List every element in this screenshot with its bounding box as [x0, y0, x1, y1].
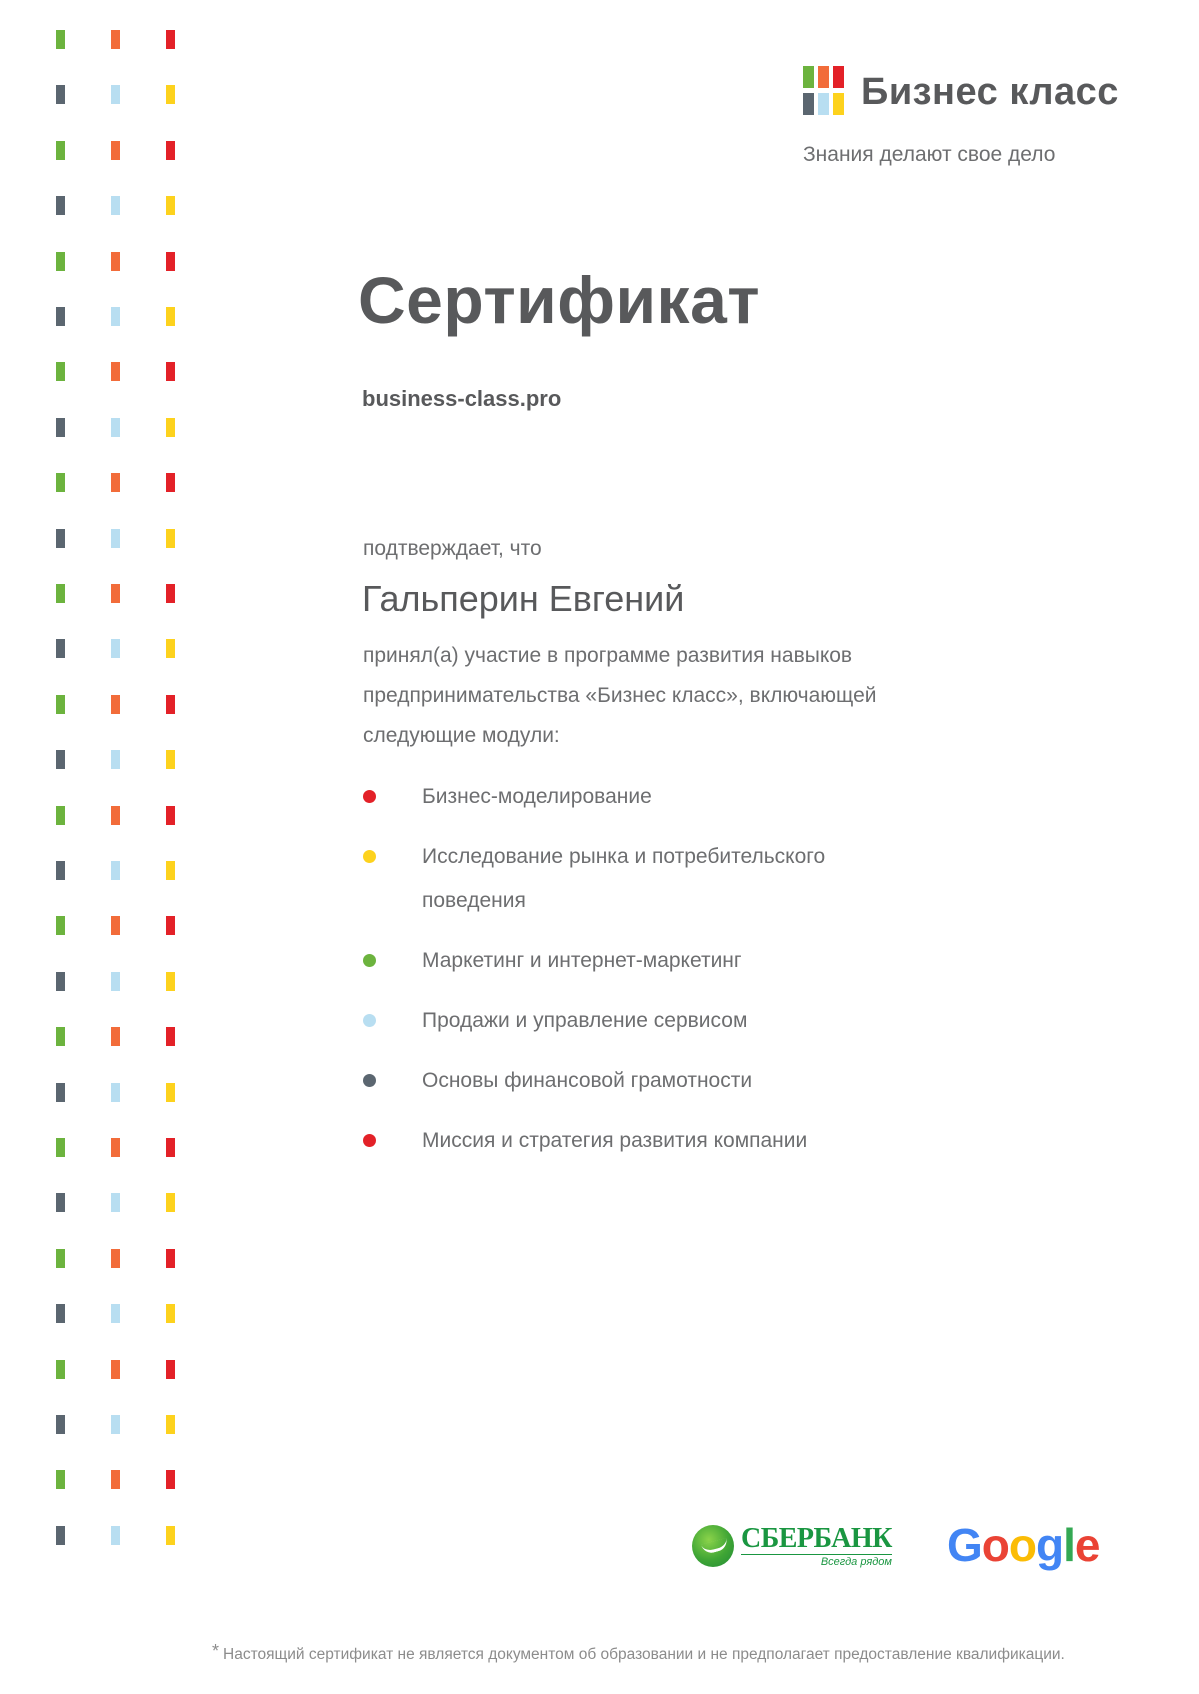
decorative-bar: [166, 639, 175, 658]
decorative-bar: [56, 418, 65, 437]
brand-grid-cell: [818, 66, 829, 88]
decorative-bar: [56, 639, 65, 658]
module-label: Исследование рынка и потребительского поведения: [422, 845, 826, 912]
sberbank-name: СБЕРБАНК: [741, 1523, 892, 1554]
decorative-bar: [111, 1304, 120, 1323]
decorative-bar: [111, 362, 120, 381]
google-letter: G: [947, 1519, 982, 1571]
recipient-name: Гальперин Евгений: [362, 578, 685, 619]
decorative-bar: [166, 916, 175, 935]
decorative-bar: [111, 584, 120, 603]
decorative-bar: [166, 1249, 175, 1268]
description-line: предпринимательства «Бизнес класс», включающей: [363, 684, 877, 707]
module-label: Маркетинг и интернет-маркетинг: [422, 949, 742, 972]
decorative-bar: [111, 1249, 120, 1268]
decorative-bar: [111, 1360, 120, 1379]
decorative-bar: [166, 1470, 175, 1489]
decorative-bar: [111, 806, 120, 825]
decorative-bar: [56, 1360, 65, 1379]
bullet-dot-icon: [363, 954, 376, 967]
google-letter: o: [1008, 1519, 1036, 1571]
decorative-bar: [111, 1193, 120, 1212]
brand-logo: [803, 66, 1119, 118]
decorative-bar: [111, 30, 120, 49]
decorative-bar: [111, 1526, 120, 1545]
decorative-bar: [111, 916, 120, 935]
module-label: Миссия и стратегия развития компании: [422, 1129, 808, 1152]
decorative-bar: [166, 196, 175, 215]
decorative-bar: [56, 307, 65, 326]
decorative-bar: [111, 695, 120, 714]
decorative-bar: [56, 806, 65, 825]
decorative-bar: [166, 1138, 175, 1157]
sberbank-slogan: Всегда рядом: [741, 1554, 892, 1568]
decorative-bar: [111, 141, 120, 160]
brand-grid-icon: [803, 66, 847, 118]
decorative-bar: [56, 141, 65, 160]
decorative-bar: [166, 1027, 175, 1046]
decorative-bar: [111, 1470, 120, 1489]
decorative-bar: [56, 1415, 65, 1434]
certificate-title: Сертификат: [358, 263, 761, 337]
brand-name: Бизнес класс: [861, 70, 1119, 113]
decorative-bar: [56, 695, 65, 714]
modules-list: [363, 775, 923, 1179]
decorative-bar: [166, 529, 175, 548]
decorative-bar: [166, 695, 175, 714]
description-line: принял(а) участие в программе развития навыков: [363, 644, 853, 667]
footnote: [212, 1641, 1065, 1664]
decorative-bar: [166, 806, 175, 825]
decorative-bar: [56, 529, 65, 548]
brand-tagline: Знания делают свое дело: [803, 143, 1056, 166]
decorative-bar: [111, 529, 120, 548]
google-logo: [947, 1518, 1099, 1572]
decorative-bar: [111, 1415, 120, 1434]
decorative-bar: [56, 362, 65, 381]
decorative-bar: [56, 1470, 65, 1489]
decorative-bar: [166, 584, 175, 603]
decorative-bar: [166, 1083, 175, 1102]
bullet-dot-icon: [363, 790, 376, 803]
module-label: Бизнес-моделирование: [422, 785, 652, 808]
decorative-bar: [166, 418, 175, 437]
decorative-bar: [56, 584, 65, 603]
decorative-bar-pattern: [56, 30, 196, 1670]
decorative-bar: [111, 1083, 120, 1102]
decorative-bar: [56, 1027, 65, 1046]
module-label: Основы финансовой грамотности: [422, 1069, 753, 1092]
module-item: [363, 835, 923, 923]
brand-grid-cell: [803, 66, 814, 88]
google-letter: l: [1063, 1519, 1075, 1571]
decorative-bar: [56, 1304, 65, 1323]
google-letter: g: [1036, 1519, 1064, 1571]
decorative-bar: [111, 639, 120, 658]
module-item: [363, 999, 923, 1043]
sberbank-emblem-icon: [692, 1525, 734, 1567]
decorative-bar: [166, 362, 175, 381]
decorative-bar: [56, 30, 65, 49]
decorative-bar: [111, 252, 120, 271]
decorative-bar: [111, 418, 120, 437]
decorative-bar: [166, 1415, 175, 1434]
footnote-text: Настоящий сертификат не является документом об образовании и не предполагает предоставление квалификации.: [223, 1646, 1065, 1663]
footnote-star: *: [212, 1641, 220, 1661]
google-letter: o: [981, 1519, 1009, 1571]
decorative-bar: [111, 750, 120, 769]
decorative-bar: [56, 473, 65, 492]
bullet-dot-icon: [363, 850, 376, 863]
decorative-bar: [56, 1249, 65, 1268]
decorative-bar: [56, 1193, 65, 1212]
decorative-bar: [111, 1138, 120, 1157]
decorative-bar: [111, 1027, 120, 1046]
google-letter: e: [1074, 1519, 1100, 1571]
confirm-text: подтверждает, что: [363, 537, 542, 560]
decorative-bar: [111, 196, 120, 215]
decorative-bar: [56, 196, 65, 215]
module-item: [363, 775, 923, 819]
decorative-bar: [166, 30, 175, 49]
decorative-bar: [56, 861, 65, 880]
module-item: [363, 1059, 923, 1103]
website-url: business-class.pro: [362, 386, 562, 411]
decorative-bar: [56, 1138, 65, 1157]
decorative-bar: [56, 1083, 65, 1102]
decorative-bar: [166, 252, 175, 271]
decorative-bar: [166, 141, 175, 160]
decorative-bar: [166, 1526, 175, 1545]
decorative-bar: [166, 473, 175, 492]
brand-grid-cell: [833, 93, 844, 115]
bullet-dot-icon: [363, 1014, 376, 1027]
decorative-bar: [166, 750, 175, 769]
decorative-bar: [111, 972, 120, 991]
sberbank-wordmark: [741, 1524, 892, 1568]
description-line: следующие модули:: [363, 724, 560, 747]
program-description: [363, 636, 963, 756]
decorative-bar: [166, 1193, 175, 1212]
decorative-bar: [56, 252, 65, 271]
module-item: [363, 1119, 923, 1163]
decorative-bar: [56, 85, 65, 104]
module-label: Продажи и управление сервисом: [422, 1009, 748, 1032]
decorative-bar: [166, 1360, 175, 1379]
brand-grid-cell: [803, 93, 814, 115]
sberbank-logo: [692, 1524, 892, 1568]
decorative-bar: [166, 861, 175, 880]
decorative-bar: [56, 1526, 65, 1545]
decorative-bar: [111, 861, 120, 880]
decorative-bar: [56, 972, 65, 991]
decorative-bar: [166, 307, 175, 326]
module-item: [363, 939, 923, 983]
bullet-dot-icon: [363, 1074, 376, 1087]
brand-grid-cell: [818, 93, 829, 115]
decorative-bar: [166, 1304, 175, 1323]
decorative-bar: [166, 972, 175, 991]
decorative-bar: [56, 916, 65, 935]
brand-grid-cell: [833, 66, 844, 88]
decorative-bar: [166, 85, 175, 104]
decorative-bar: [56, 750, 65, 769]
decorative-bar: [111, 473, 120, 492]
decorative-bar: [111, 307, 120, 326]
bullet-dot-icon: [363, 1134, 376, 1147]
decorative-bar: [111, 85, 120, 104]
